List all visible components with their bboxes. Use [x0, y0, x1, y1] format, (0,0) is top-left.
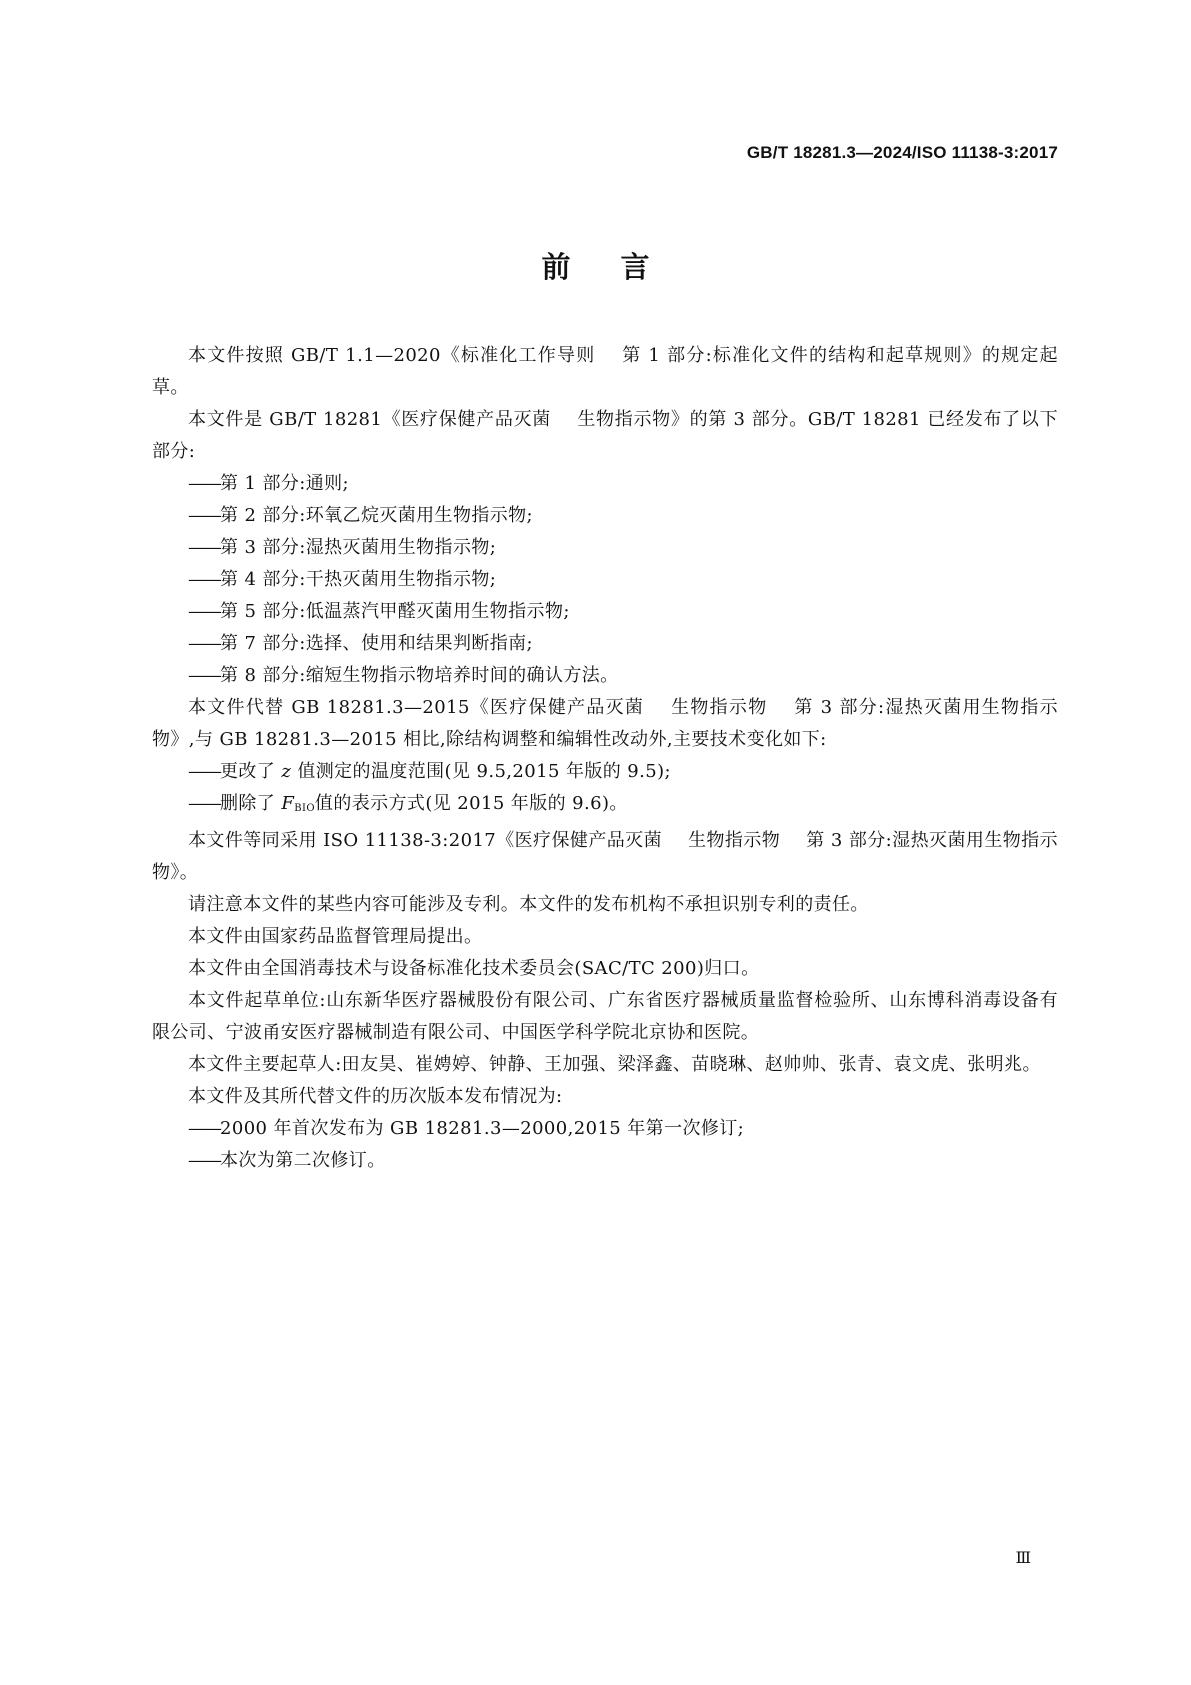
paragraph-proposer: 本文件由国家药品监督管理局提出。 — [188, 926, 483, 947]
history-item: ——本次为第二次修订。 — [188, 1150, 386, 1171]
change-item-fbio: ——删除了 $F_{BIO}$值的表示方式(见 2015 年版的 9.6)。 — [188, 793, 628, 814]
paragraph-drafting-rules: 本文件按照 GB/T 1.1—2020《标准化工作导则 第 1 部分:标准化文件的结构和起草规则》的规定起草。 — [152, 345, 1058, 398]
list-item: ——第 2 部分:环氧乙烷灭菌用生物指示物; — [188, 505, 534, 526]
paragraph-history-intro: 本文件及其所代替文件的历次版本发布情况为: — [188, 1086, 563, 1107]
paragraph-patent-notice: 请注意本文件的某些内容可能涉及专利。本文件的发布机构不承担识别专利的责任。 — [188, 894, 869, 915]
list-item: ——第 3 部分:湿热灭菌用生物指示物; — [188, 537, 497, 558]
paragraph-committee: 本文件由全国消毒技术与设备标准化技术委员会(SAC/TC 200)归口。 — [188, 958, 760, 979]
paragraph-replacement: 本文件代替 GB 18281.3—2015《医疗保健产品灭菌 生物指示物 第 3 部分:湿热灭菌用生物指示物》,与 GB 18281.3—2015 相比,除结构调整和编辑性改动外,主要技术变化如下: — [152, 697, 1059, 750]
list-item: ——第 5 部分:低温蒸汽甲醛灭菌用生物指示物; — [188, 601, 570, 622]
paragraph-series-intro: 本文件是 GB/T 18281《医疗保健产品灭菌 生物指示物》的第 3 部分。GB/T 18281 已经发布了以下部分: — [152, 409, 1059, 462]
list-item: ——第 8 部分:缩短生物指示物培养时间的确认方法。 — [188, 665, 619, 686]
history-item: ——2000 年首次发布为 GB 18281.3—2000,2015 年第一次修订; — [188, 1118, 745, 1139]
paragraph-drafting-units: 本文件起草单位:山东新华医疗器械股份有限公司、广东省医疗器械质量监督检验所、山东博科消毒设备有限公司、宁波甬安医疗器械制造有限公司、中国医学科学院北京协和医院。 — [152, 990, 1058, 1043]
document-code: GB/T 18281.3—2024/ISO 11138-3:2017 — [746, 143, 1058, 162]
paragraph-drafters: 本文件主要起草人:田友昊、崔娉婷、钟静、王加强、梁泽鑫、苗晓琳、赵帅帅、张青、袁文虎、张明兆。 — [188, 1054, 1041, 1075]
list-item: ——第 1 部分:通则; — [188, 473, 350, 494]
change-item-z-value: ——更改了 z 值测定的温度范围(见 9.5,2015 年版的 9.5); — [188, 761, 671, 782]
page-title: 前言 — [541, 250, 700, 284]
list-item: ——第 7 部分:选择、使用和结果判断指南; — [188, 633, 534, 654]
paragraph-iso-adoption: 本文件等同采用 ISO 11138-3:2017《医疗保健产品灭菌 生物指示物 第 3 部分:湿热灭菌用生物指示物》。 — [152, 830, 1058, 883]
list-item: ——第 4 部分:干热灭菌用生物指示物; — [188, 569, 497, 590]
foreword-body — [152, 340, 1058, 1177]
page-number: Ⅲ — [1015, 1548, 1031, 1567]
